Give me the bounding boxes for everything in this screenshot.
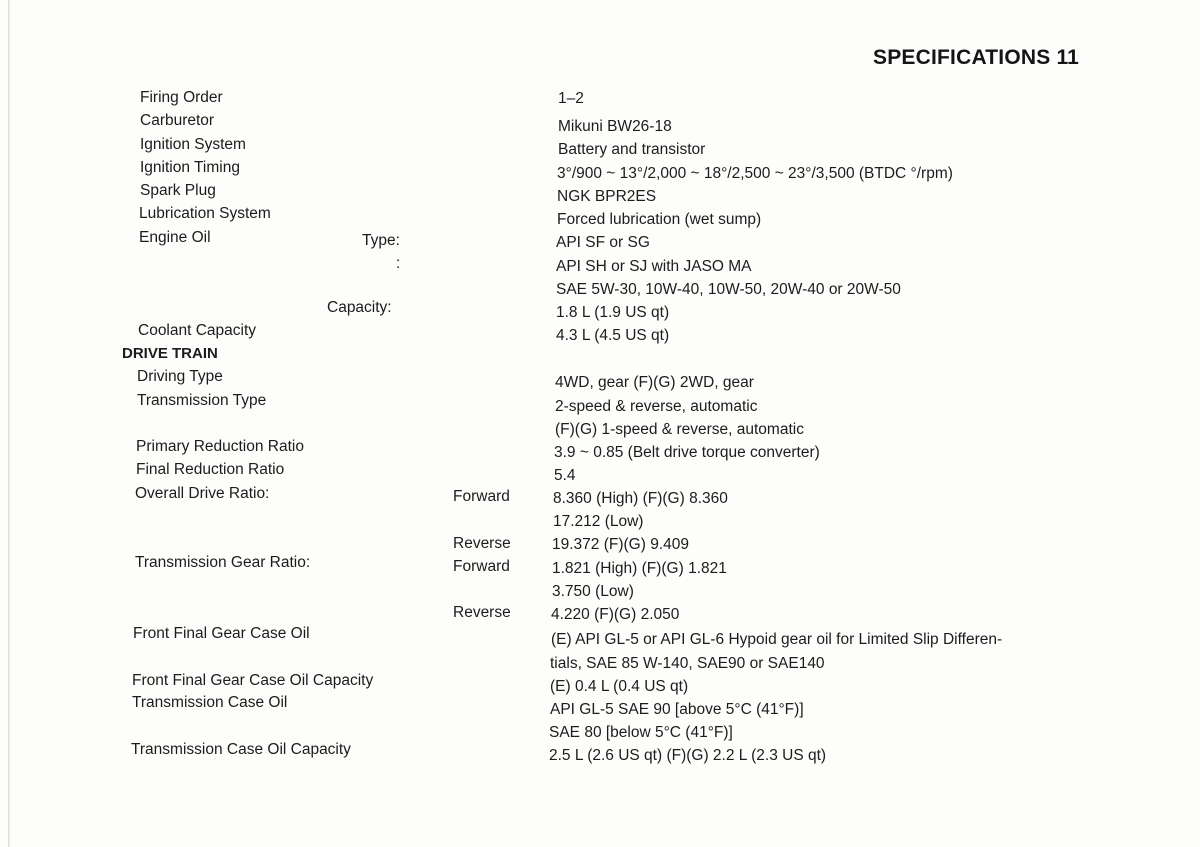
- value-ignition-timing: 3°/900 ~ 13°/2,000 ~ 18°/2,500 ~ 23°/3,500 (BTDC °/rpm): [557, 165, 953, 182]
- value-engine-oil-type-1: API SF or SG: [556, 234, 650, 251]
- value-transmission-case-oil-line-1: API GL-5 SAE 90 [above 5°C (41°F)]: [550, 701, 804, 718]
- label-transmission-case-oil: Transmission Case Oil: [132, 694, 288, 711]
- label-transmission-case-oil-capacity: Transmission Case Oil Capacity: [131, 741, 351, 758]
- label-gear-forward: Forward: [453, 558, 510, 575]
- value-gear-forward-low: 3.750 (Low): [552, 583, 634, 600]
- label-carburetor: Carburetor: [140, 112, 215, 129]
- label-final-reduction-ratio: Final Reduction Ratio: [136, 461, 285, 478]
- label-front-final-gear-case-oil-capacity: Front Final Gear Case Oil Capacity: [132, 672, 374, 689]
- label-ignition-timing: Ignition Timing: [140, 159, 240, 176]
- label-engine-oil-type: Type:: [362, 232, 400, 249]
- label-firing-order: Firing Order: [140, 89, 223, 106]
- label-lubrication-system: Lubrication System: [139, 205, 271, 222]
- page-binding-edge: [8, 0, 10, 847]
- label-ignition-system: Ignition System: [140, 136, 246, 153]
- label-gear-reverse: Reverse: [453, 604, 511, 621]
- value-front-final-gear-oil-line-1: (E) API GL-5 or API GL-6 Hypoid gear oil for Limited Slip Differen-: [551, 631, 1003, 648]
- value-final-reduction-ratio: 5.4: [554, 467, 576, 484]
- value-firing-order: 1–2: [558, 90, 584, 107]
- value-carburetor: Mikuni BW26-18: [558, 118, 672, 135]
- label-spark-plug: Spark Plug: [140, 182, 216, 199]
- value-coolant-capacity: 4.3 L (4.5 US qt): [556, 327, 670, 344]
- label-driving-type: Driving Type: [137, 368, 223, 385]
- value-transmission-type-2: (F)(G) 1-speed & reverse, automatic: [555, 421, 804, 438]
- value-lubrication-system: Forced lubrication (wet sump): [557, 211, 762, 228]
- value-front-final-gear-oil-capacity: (E) 0.4 L (0.4 US qt): [550, 678, 689, 695]
- value-overall-forward-low: 17.212 (Low): [553, 513, 644, 530]
- value-gear-forward-high: 1.821 (High) (F)(G) 1.821: [552, 560, 727, 577]
- section-heading-drive-train: DRIVE TRAIN: [122, 345, 218, 362]
- value-driving-type: 4WD, gear (F)(G) 2WD, gear: [555, 374, 754, 391]
- value-spark-plug: NGK BPR2ES: [557, 188, 657, 205]
- value-overall-forward-high: 8.360 (High) (F)(G) 8.360: [553, 490, 728, 507]
- value-overall-reverse: 19.372 (F)(G) 9.409: [552, 536, 689, 553]
- label-overall-forward: Forward: [453, 488, 510, 505]
- value-transmission-case-oil-capacity: 2.5 L (2.6 US qt) (F)(G) 2.2 L (2.3 US qt): [549, 747, 827, 764]
- value-transmission-case-oil-line-2: SAE 80 [below 5°C (41°F)]: [549, 724, 733, 741]
- label-transmission-gear-ratio: Transmission Gear Ratio:: [135, 554, 311, 571]
- value-primary-reduction-ratio: 3.9 ~ 0.85 (Belt drive torque converter): [554, 444, 820, 461]
- value-ignition-system: Battery and transistor: [558, 141, 706, 158]
- label-coolant-capacity: Coolant Capacity: [138, 322, 257, 339]
- label-overall-drive-ratio: Overall Drive Ratio:: [135, 485, 270, 502]
- value-engine-oil-type-2: API SH or SJ with JASO MA: [556, 258, 752, 275]
- label-engine-oil-capacity: Capacity:: [327, 299, 392, 316]
- value-engine-oil-viscosity: SAE 5W-30, 10W-40, 10W-50, 20W-40 or 20W-50: [556, 281, 901, 298]
- value-front-final-gear-oil-line-2: tials, SAE 85 W-140, SAE90 or SAE140: [550, 655, 825, 672]
- label-engine-oil-type-cont: :: [396, 255, 401, 272]
- value-gear-reverse: 4.220 (F)(G) 2.050: [551, 606, 680, 623]
- value-engine-oil-capacity: 1.8 L (1.9 US qt): [556, 304, 670, 321]
- label-primary-reduction-ratio: Primary Reduction Ratio: [136, 438, 304, 455]
- label-engine-oil: Engine Oil: [139, 229, 211, 246]
- page-header: SPECIFICATIONS 11: [873, 46, 1080, 69]
- label-overall-reverse: Reverse: [453, 535, 511, 552]
- value-transmission-type-1: 2-speed & reverse, automatic: [555, 398, 758, 415]
- label-transmission-type: Transmission Type: [137, 392, 267, 409]
- label-front-final-gear-case-oil: Front Final Gear Case Oil: [133, 625, 310, 642]
